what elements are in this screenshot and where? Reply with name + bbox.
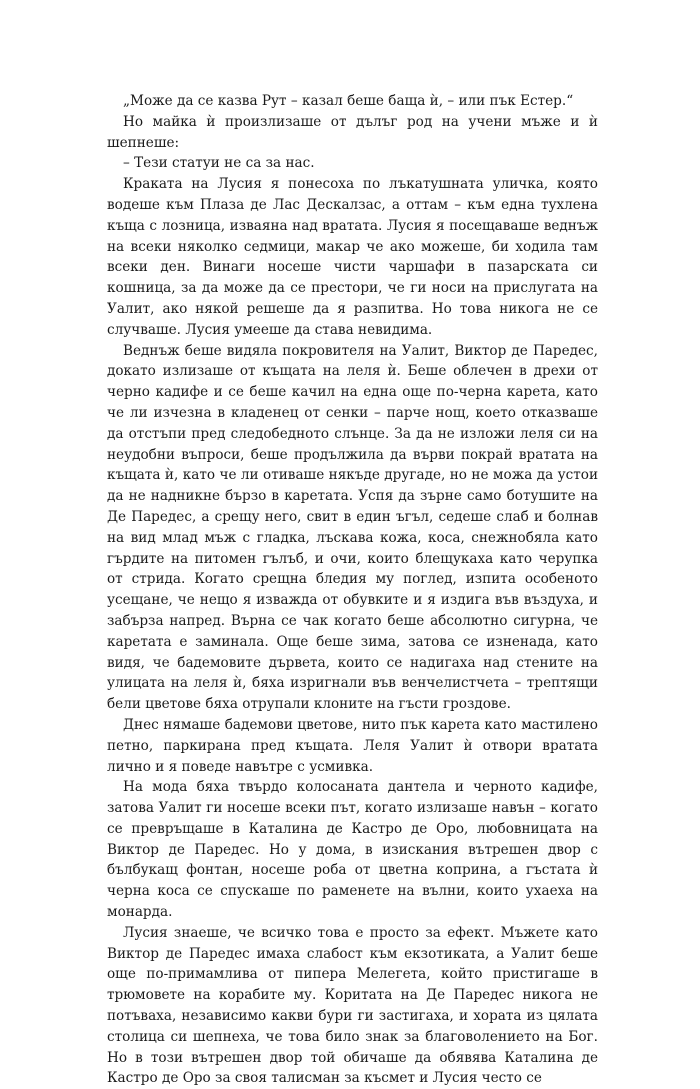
paragraph-lucia-walks: Краката на Лусия я понесоха по лъкатушната уличка, която водеше към Плаза де Лас Дескалзас, а оттам – към една тухлена къща с лозница, изваяна над вратата. Лусия я посещаваше веднъж на всеки няколко седмици, макар че ако можеше, би ходила там всеки ден. Винаги носеше чисти чаршафи в пазарската си кошница, за да може да се престори, че ги носи на прислугата на Уалит, ако някой решеше да я разпитва. Но това никога не се случваше. Лусия умееше да става невидима. [107, 176, 598, 338]
paragraph-today: Днес нямаше бадемови цветове, нито пък карета като мастилено петно, паркирана пред къщата. Леля Уалит ѝ отвори вратата лично и я поведе навътре с усмивка. [107, 716, 598, 775]
narrative-line: Но майка ѝ произлизаше от дълъг род на учени мъже и ѝ шепнеше: [107, 113, 598, 151]
dialogue-line: – Тези статуи не са за нас. [123, 155, 315, 172]
quote-line: „Може да се казва Рут – казал беше баща ѝ, – или пък Естер.“ [123, 93, 574, 109]
page-text [107, 91, 598, 1089]
paragraph-fashion: На мода бяха твърдо колосаната дантела и черното кадифе, затова Уалит ги носеше всеки път, когато излизаше навън – когато се превръщаше в Каталина де Кастро де Оро, любовницата на Виктор де Паредес. Но у дома, в изискания вътрешен двор с бълбукащ фонтан, носеше роба от цветна коприна, а гъстата ѝ черна коса се спускаше по раменете на вълни, които ухаеха на монарда. [107, 779, 598, 921]
paragraph-carriage: Веднъж беше видяла покровителя на Уалит, Виктор де Паредес, докато излизаше от къщата на леля ѝ. Беше облечен в дрехи от черно кадифе и се беше качил на една още по-черна карета, като че ли изчезна в кладенец от сенки – парче нощ, което отказваше да отстъпи пред следобедното слънце. За да не изложи леля си на неудобни въпроси, беше продължила да върви покрай вратата на къщата ѝ, като че ли отиваше някъде другаде, но не можа да устои да не надникне бързо в каретата. Успя да зърне само ботушите на Де Паредес, а срещу него, свит в един ъгъл, седеше слаб и болнав на вид млад мъж с гладка, лъскава кожа, коса, снежнобяла като гърдите на питомен гълъб, и очи, които блещукаха като черупка от стрида. Когато срещна бледия му поглед, изпита особеното усещане, че нещо я изважда от обувките и я издига във въздуха, и забърза напред. Върна се чак когато беше абсолютно сигурна, че каретата е заминала. Още беше зима, затова се изненада, като видя, че бадемовите дървета, които се надигаха над стените на улицата на леля ѝ, бяха изригнали във венчелистчета – трептящи бели цветове бяха отрупали клоните на гъсти гроздове. [107, 342, 598, 713]
paragraph-effect: Лусия знаеше, че всичко това е просто за ефект. Мъжете като Виктор де Паредес имаха слабост към екзотиката, а Уалит беше още по-примамлива от пипера Мелегета, който пристигаше в трюмовете на корабите му. Коритата на Де Паредес никога не потъваха, независимо какви бури ги застигаха, и хората из цялата столица си шепнеха, че това било знак за благоволението на Бог. Но в този вътрешен двор той обичаше да обявява Каталина де Кастро де Оро за своя талисман за късмет и Лусия често се [107, 924, 598, 1087]
